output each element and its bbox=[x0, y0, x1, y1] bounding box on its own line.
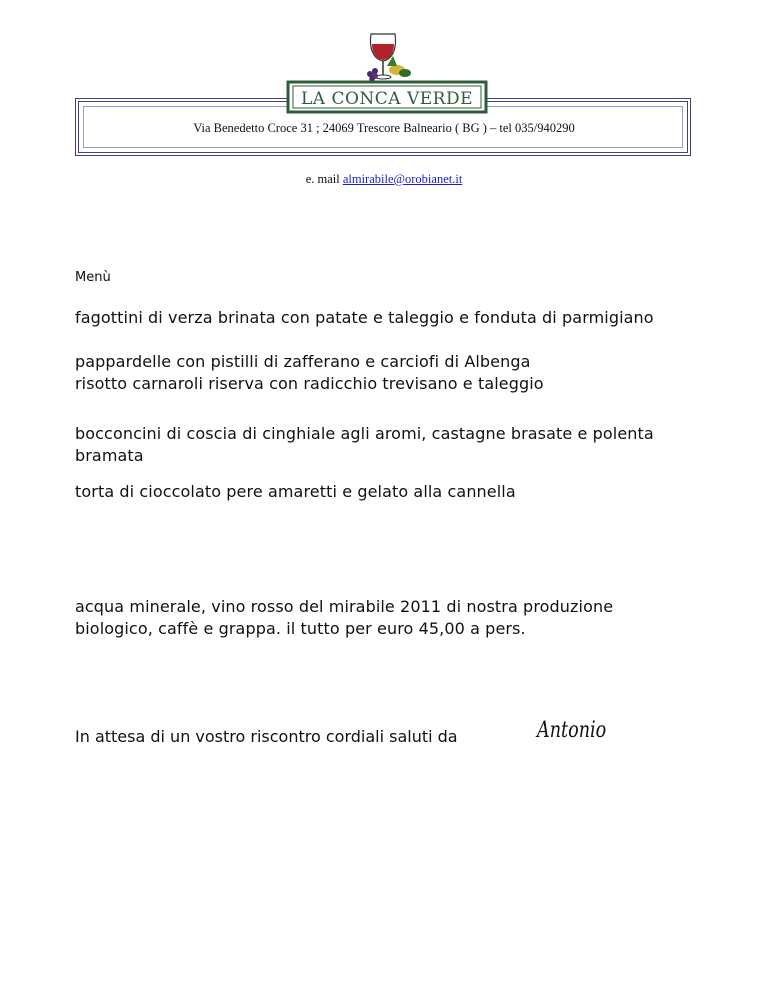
email-line bbox=[0, 172, 768, 187]
menu-title: Menù bbox=[75, 270, 111, 285]
menu-item-first-course-1: pappardelle con pistilli di zafferano e carciofi di Albenga bbox=[75, 352, 531, 371]
restaurant-logo bbox=[285, 26, 490, 114]
signature: Antonio bbox=[537, 718, 607, 743]
menu-item-dessert: torta di cioccolato pere amaretti e gelato alla cannella bbox=[75, 482, 516, 501]
closing-text: In attesa di un vostro riscontro cordiali saluti da bbox=[75, 727, 458, 746]
menu-item-first-course-2: risotto carnaroli riserva con radicchio trevisano e taleggio bbox=[75, 374, 544, 393]
address-line: Via Benedetto Croce 31 ; 24069 Trescore Balneario ( BG ) – tel 035/940290 bbox=[193, 121, 575, 135]
logo-text: LA CONCA VERDE bbox=[300, 89, 474, 109]
email-link[interactable]: almirabile@orobianet.it bbox=[342, 172, 463, 186]
menu-item-main-course: bocconcini di coscia di cinghiale agli aromi, castagne brasate e polenta bramata bbox=[75, 424, 654, 465]
menu-item-starter: fagottini di verza brinata con patate e taleggio e fonduta di parmigiano bbox=[75, 308, 654, 327]
menu-extras-price: acqua minerale, vino rosso del mirabile 2011 di nostra produzione biologico, caffè e grappa. il tutto per euro 45,00 a pers. bbox=[75, 597, 614, 638]
email-label: e. mail bbox=[305, 172, 340, 186]
